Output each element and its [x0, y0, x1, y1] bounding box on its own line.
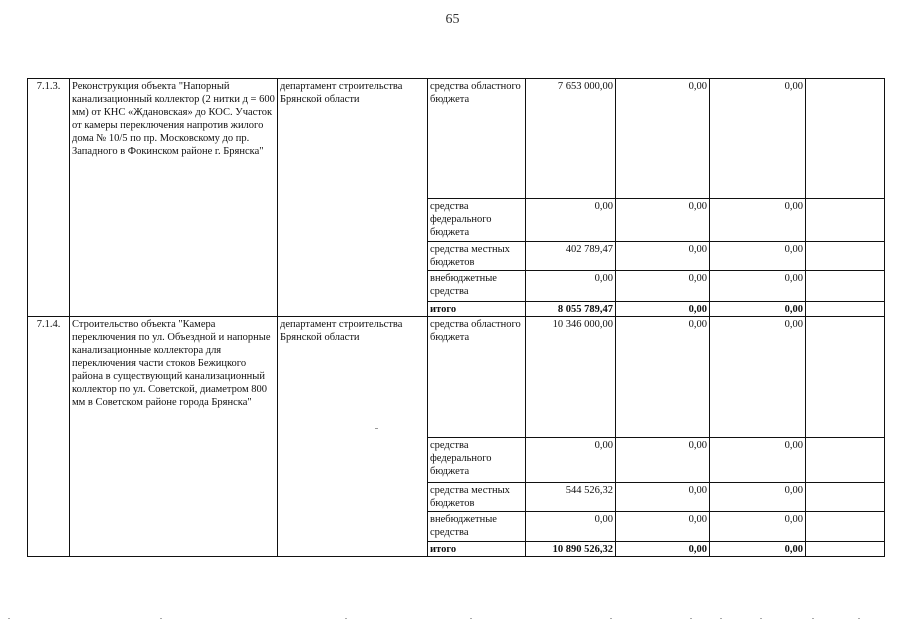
- amount-cell: 0,00: [710, 483, 806, 512]
- empty-cell: [806, 317, 885, 438]
- object-description: Реконструкция объекта "Напорный канализационный коллектор (2 нитки д = 600 мм) от КНС «Ждановская» до КОС. Участок от камеры переключения напротив жилого дома № 10/5 по пр. Московскому до пр. Западного в Фокинском районе г. Брянска": [70, 79, 278, 317]
- empty-cell: [806, 302, 885, 317]
- funding-source: внебюджетные средства: [428, 512, 526, 542]
- total-amount: 0,00: [616, 542, 710, 557]
- amount-cell: 0,00: [616, 512, 710, 542]
- amount-cell: 0,00: [616, 79, 710, 199]
- funding-source: средства областного бюджета: [428, 79, 526, 199]
- total-label: итого: [428, 542, 526, 557]
- empty-cell: [806, 542, 885, 557]
- empty-cell: [806, 242, 885, 271]
- row-number: 7.1.3.: [28, 79, 70, 317]
- amount-cell: 0,00: [526, 438, 616, 483]
- empty-cell: [806, 79, 885, 199]
- amount-cell: 0,00: [616, 242, 710, 271]
- funding-source: средства местных бюджетов: [428, 242, 526, 271]
- total-amount: 0,00: [710, 302, 806, 317]
- amount-cell: 0,00: [526, 512, 616, 542]
- amount-cell: 0,00: [710, 199, 806, 242]
- row-number: 7.1.4.: [28, 317, 70, 557]
- total-amount: 8 055 789,47: [526, 302, 616, 317]
- amount-cell: 0,00: [710, 271, 806, 302]
- empty-cell: [806, 512, 885, 542]
- total-amount: 0,00: [616, 302, 710, 317]
- amount-cell: 0,00: [616, 483, 710, 512]
- empty-cell: [806, 199, 885, 242]
- executor: департамент строительства Брянской области: [278, 317, 428, 557]
- amount-cell: 0,00: [526, 271, 616, 302]
- amount-cell: 0,00: [616, 438, 710, 483]
- amount-cell: 0,00: [710, 317, 806, 438]
- amount-cell: 0,00: [710, 242, 806, 271]
- empty-cell: [806, 271, 885, 302]
- amount-cell: 7 653 000,00: [526, 79, 616, 199]
- funding-source: средства областного бюджета: [428, 317, 526, 438]
- table-row: [28, 79, 885, 199]
- amount-cell: 0,00: [616, 271, 710, 302]
- empty-cell: [806, 438, 885, 483]
- table-row: [28, 317, 885, 438]
- amount-cell: 0,00: [710, 512, 806, 542]
- amount-cell: 0,00: [710, 79, 806, 199]
- budget-table: [27, 78, 885, 557]
- object-description: Строительство объекта "Камера переключения по ул. Объездной и напорные канализационные коллектора для переключения части стоков Бежицкого района в существующий канализационный коллектор по ул. Советской, диаметром 800 мм в Советском районе города Брянска": [70, 317, 278, 557]
- amount-cell: 402 789,47: [526, 242, 616, 271]
- executor: департамент строительства Брянской области: [278, 79, 428, 317]
- page-number: 65: [445, 12, 460, 27]
- amount-cell: 10 346 000,00: [526, 317, 616, 438]
- empty-cell: [806, 483, 885, 512]
- amount-cell: 0,00: [616, 317, 710, 438]
- funding-source: средства федерального бюджета: [428, 199, 526, 242]
- funding-source: средства федерального бюджета: [428, 438, 526, 483]
- scan-noise: [0, 618, 905, 622]
- total-amount: 10 890 526,32: [526, 542, 616, 557]
- amount-cell: 0,00: [710, 438, 806, 483]
- funding-source: внебюджетные средства: [428, 271, 526, 302]
- amount-cell: 0,00: [526, 199, 616, 242]
- amount-cell: 544 526,32: [526, 483, 616, 512]
- funding-source: средства местных бюджетов: [428, 483, 526, 512]
- total-amount: 0,00: [710, 542, 806, 557]
- scan-artifact: [375, 428, 378, 429]
- amount-cell: 0,00: [616, 199, 710, 242]
- total-label: итого: [428, 302, 526, 317]
